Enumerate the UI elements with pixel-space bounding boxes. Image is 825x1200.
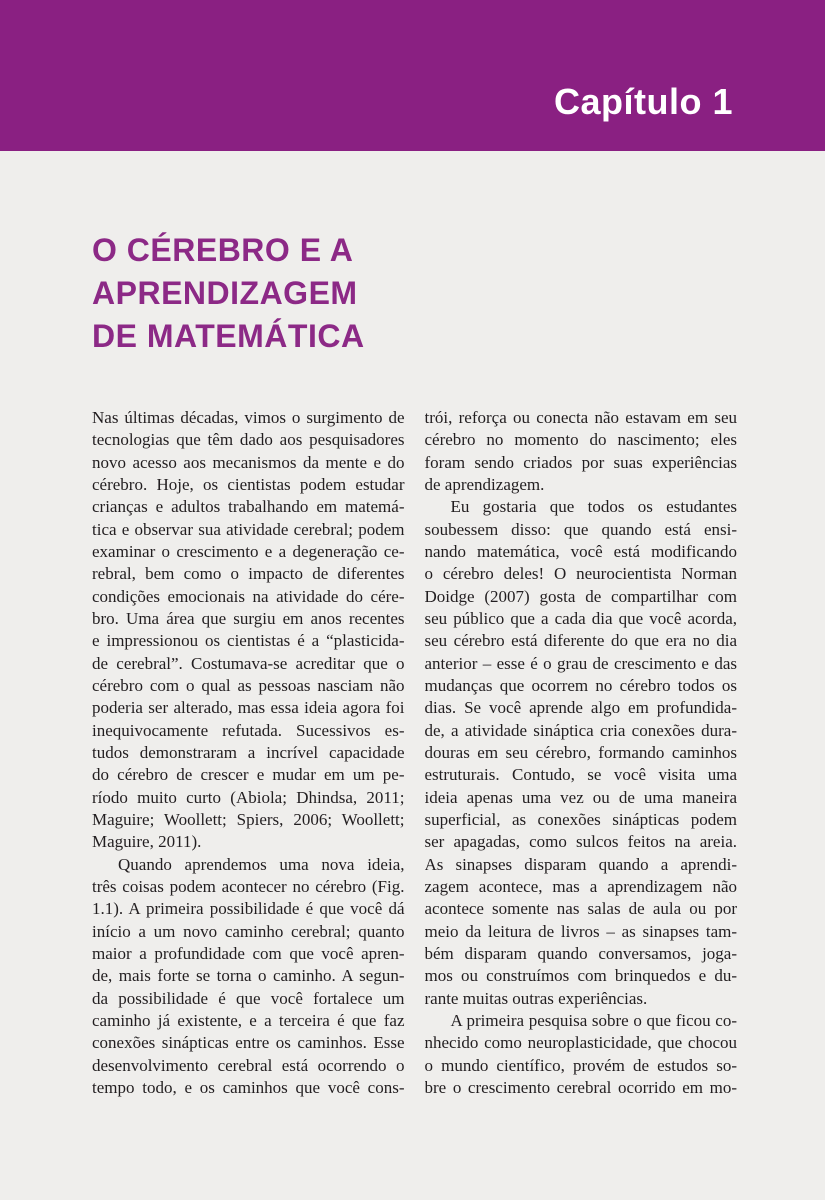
text-column-right (425, 407, 738, 1099)
text-line: acontece somente nas salas de aula ou por (424, 899, 737, 919)
text-line: caminho já existente, e a terceira é que faz (92, 1010, 405, 1030)
text-line: poderia ser alterado, mas essa ideia agora foi (92, 698, 405, 718)
text-column-left (92, 407, 405, 1099)
chapter-title-line: O CÉREBRO E A (92, 232, 354, 268)
text-line: anterior – esse é o grau de crescimento e das (424, 653, 737, 673)
text-line: dias. Se você aprende algo em profundida- (424, 698, 737, 718)
text-line: conexões sinápticas entre os caminhos. Esse (92, 1033, 405, 1053)
text-line: seu cérebro está diferente do que era no dia (424, 631, 737, 651)
body-text (92, 407, 737, 1099)
text-line: de, a atividade sináptica cria conexões dura- (424, 720, 737, 740)
text-line: condições emocionais na atividade do cére- (92, 586, 405, 606)
text-line: bém disparam quando conversamos, joga- (424, 943, 737, 963)
text-line: mudanças que ocorrem no cérebro todos os (424, 675, 737, 695)
text-line: cérebro no momento do nascimento; eles (424, 430, 737, 450)
text-line: bre o crescimento cerebral ocorrido em mo- (424, 1077, 737, 1097)
text-line: três coisas podem acontecer no cérebro (Fig. (92, 876, 405, 896)
text-line: nhecido como neuroplasticidade, que chocou (424, 1033, 737, 1053)
text-line: superficial, as conexões sinápticas podem (424, 809, 737, 829)
text-line: meio da leitura de livros – as sinapses tam- (424, 921, 737, 941)
text-line: do cérebro de crescer e mudar em um pe- (92, 765, 405, 785)
text-line: crianças e adultos trabalhando em matemá- (92, 497, 405, 517)
text-line: e impressionou os cientistas é a “plasticida- (92, 631, 405, 651)
text-line: Doidge (2007) gosta de compartilhar com (424, 586, 737, 606)
text-line: Nas últimas décadas, vimos o surgimento de (92, 408, 405, 427)
text-line: Maguire; Woollett; Spiers, 2006; Woollett; (92, 809, 405, 829)
chapter-header-band (0, 0, 825, 151)
text-line: Quando aprendemos uma nova ideia, (118, 854, 405, 874)
text-line: início a um novo caminho cerebral; quanto (92, 921, 405, 941)
text-line: de, mais forte se torna o caminho. A segun- (92, 966, 405, 986)
chapter-label: Capítulo 1 (553, 81, 733, 122)
text-line: tica e observar sua atividade cerebral; podem (92, 519, 405, 539)
text-line: examinar o crescimento e a degeneração ce- (92, 541, 405, 561)
text-line: o cérebro deles! O neurocientista Norman (424, 564, 737, 584)
text-line: rebral, bem como o impacto de diferentes (92, 564, 405, 584)
chapter-title-line: APRENDIZAGEM (92, 275, 358, 311)
text-line: douras em seu cérebro, formando caminhos (424, 742, 737, 762)
text-line: 1.1). A primeira possibilidade é que você dá (92, 899, 405, 919)
text-line: tempo todo, e os caminhos que você cons- (92, 1077, 405, 1097)
text-line: nando matemática, você está modificando (424, 541, 737, 561)
text-line: estruturais. Contudo, se você visita uma (424, 765, 737, 785)
text-line: bro. Uma área que surgiu em anos recentes (92, 608, 405, 628)
text-line: tudos demonstraram a incrível capacidade (92, 742, 405, 762)
text-line: tecnologias que têm dado aos pesquisadores (92, 430, 405, 450)
text-line: seu público que a cada dia que você acorda, (424, 608, 737, 628)
text-line: ser apagadas, como sulcos feitos na areia. (424, 832, 737, 852)
text-line: foram sendo criados por suas experiências (424, 452, 737, 472)
text-line: o mundo científico, provém de estudos so- (424, 1055, 737, 1075)
text-line: cérebro. Hoje, os cientistas podem estudar (92, 474, 405, 494)
text-line: novo acesso aos mecanismos da mente e do (92, 452, 405, 472)
text-line: Maguire, 2011). (92, 832, 202, 852)
text-line: cérebro com o qual as pessoas nasciam não (92, 675, 405, 695)
chapter-title (92, 229, 365, 358)
text-line: mos ou construímos com brinquedos e du- (424, 966, 737, 986)
text-line: A primeira pesquisa sobre o que ficou co- (450, 1010, 737, 1030)
text-line: de cerebral”. Costumava-se acreditar que o (92, 653, 405, 673)
text-line: de aprendizagem. (424, 474, 545, 494)
text-line: desenvolvimento cerebral está ocorrendo o (92, 1055, 405, 1075)
chapter-title-line: DE MATEMÁTICA (92, 318, 365, 354)
text-line: inequivocamente refutada. Sucessivos es- (92, 720, 405, 740)
text-line: rante muitas outras experiências. (424, 988, 648, 1008)
text-line: As sinapses disparam quando a aprendi- (424, 854, 737, 874)
text-line: zagem acontece, mas a aprendizagem não (424, 876, 737, 896)
text-line: da possibilidade é que você fortalece um (92, 988, 405, 1008)
text-line: Eu gostaria que todos os estudantes (450, 497, 737, 517)
text-line: trói, reforça ou conecta não estavam em seu (424, 408, 737, 427)
text-line: ríodo muito curto (Abiola; Dhindsa, 2011; (92, 787, 405, 807)
text-line: soubessem disso: que quando está ensi- (424, 519, 737, 539)
text-line: ideia apenas uma vez ou de uma maneira (424, 787, 737, 807)
text-line: maior a profundidade com que você apren- (92, 943, 405, 963)
